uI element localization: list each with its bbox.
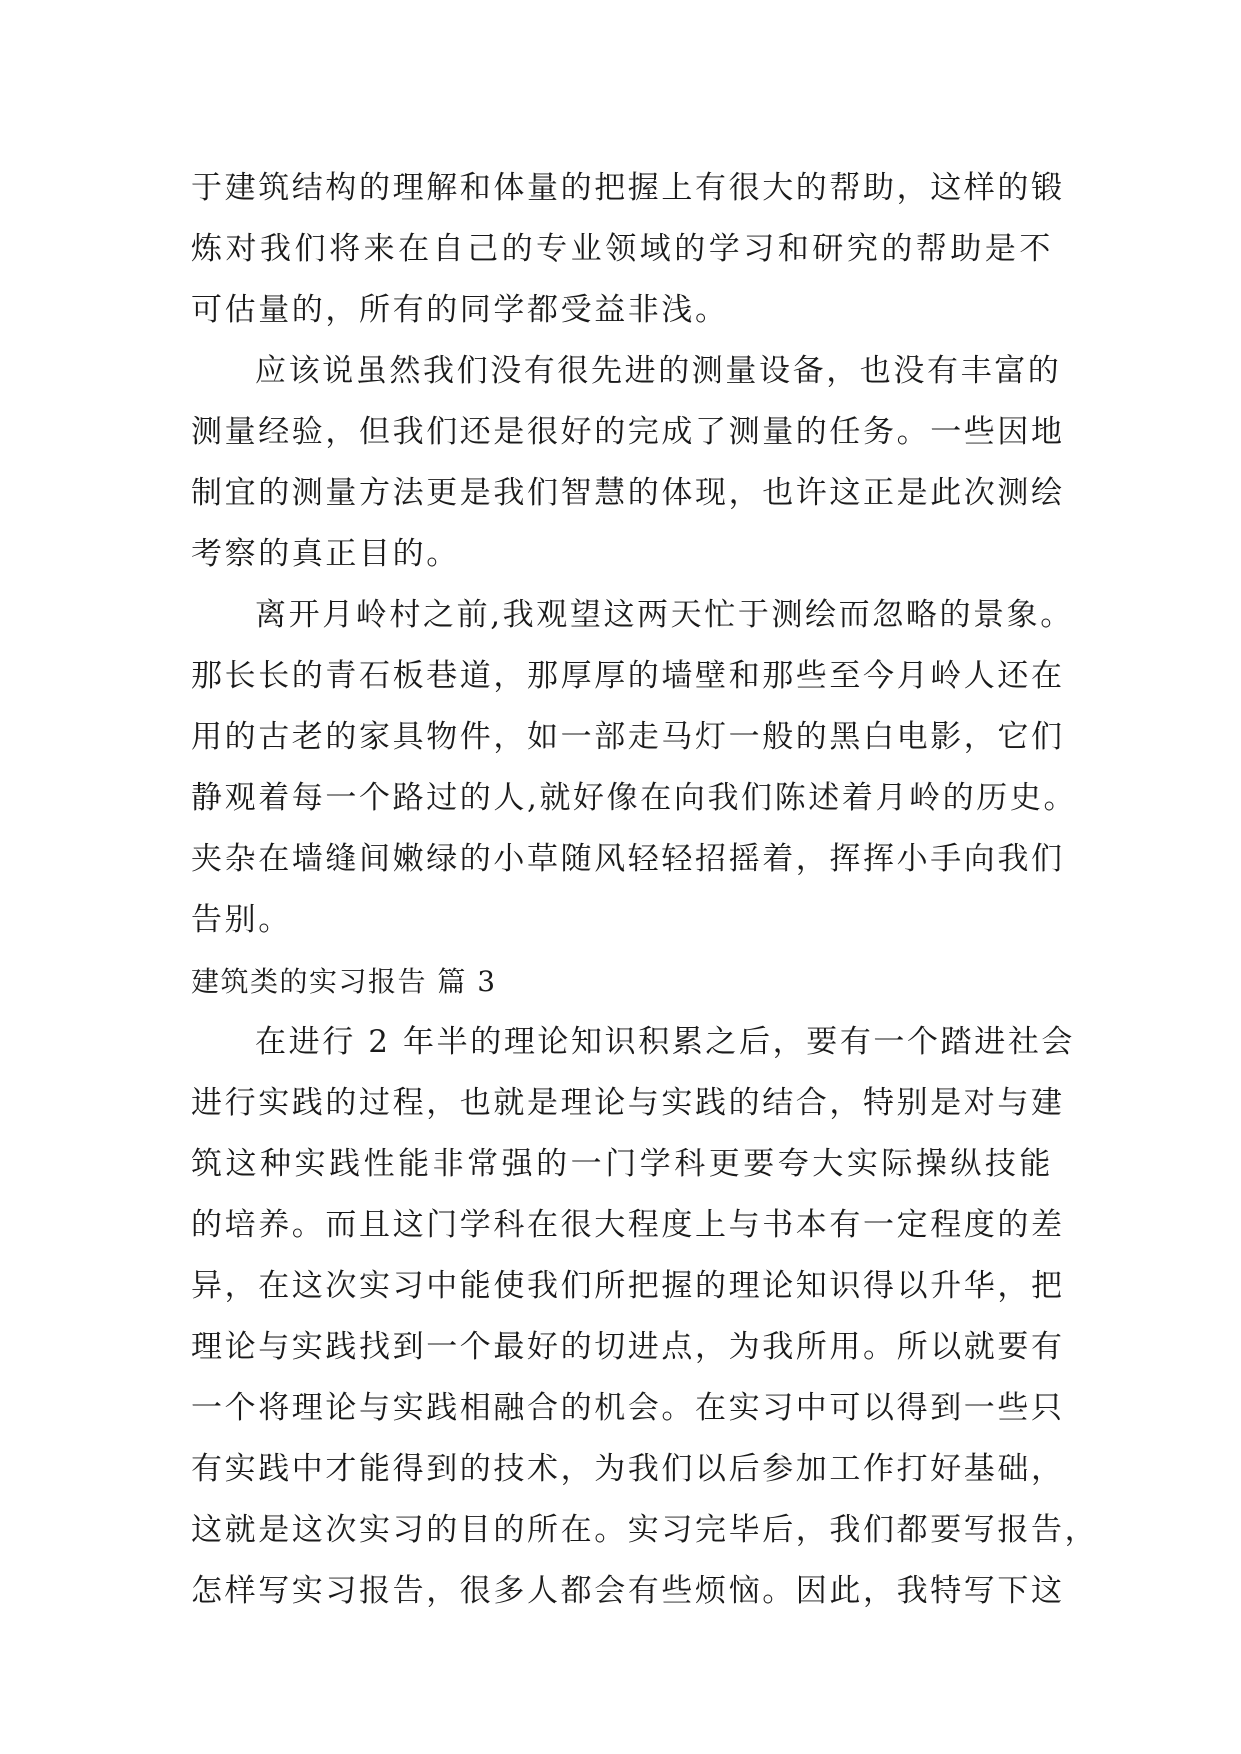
text-line: 在进行 2 年半的理论知识积累之后，要有一个踏进社会	[255, 1024, 1076, 1060]
text-line: 有实践中才能得到的技术，为我们以后参加工作打好基础，	[191, 1451, 1065, 1487]
text-line: 炼对我们将来在自己的专业领域的学习和研究的帮助是不	[191, 231, 1053, 267]
text-line: 这就是这次实习的目的所在。实习完毕后，我们都要写报告，	[191, 1512, 1099, 1548]
text-line: 离开月岭村之前,我观望这两天忙于测绘而忽略的景象。	[255, 597, 1074, 633]
text-line: 夹杂在墙缝间嫩绿的小草随风轻轻招摇着，挥挥小手向我们	[191, 841, 1065, 877]
text-line: 的培养。而且这门学科在很大程度上与书本有一定程度的差	[191, 1207, 1065, 1243]
text-line: 用的古老的家具物件，如一部走马灯一般的黑白电影，它们	[191, 719, 1065, 755]
paragraph-2	[191, 341, 1065, 585]
text-line: 静观着每一个路过的人,就好像在向我们陈述着月岭的历史。	[191, 780, 1078, 816]
text-line: 异，在这次实习中能使我们所把握的理论知识得以升华，把	[191, 1268, 1065, 1304]
document-body	[191, 158, 1099, 1622]
text-line: 一个将理论与实践相融合的机会。在实习中可以得到一些只	[191, 1390, 1065, 1426]
text-line: 应该说虽然我们没有很先进的测量设备，也没有丰富的	[255, 353, 1062, 389]
text-line: 可估量的，所有的同学都受益非浅。	[191, 292, 729, 328]
paragraph-1	[191, 158, 1065, 341]
section-heading: 建筑类的实习报告 篇 3	[191, 965, 497, 998]
text-line: 测量经验，但我们还是很好的完成了测量的任务。一些因地	[191, 414, 1065, 450]
text-line: 告别。	[191, 902, 292, 938]
paragraph-3	[191, 585, 1078, 951]
text-line: 制宜的测量方法更是我们智慧的体现，也许这正是此次测绘	[191, 475, 1065, 511]
text-line: 怎样写实习报告，很多人都会有些烦恼。因此，我特写下这	[191, 1573, 1065, 1609]
text-line: 那长长的青石板巷道，那厚厚的墙壁和那些至今月岭人还在	[191, 658, 1065, 694]
text-line: 理论与实践找到一个最好的切进点，为我所用。所以就要有	[191, 1329, 1065, 1365]
text-line: 进行实践的过程，也就是理论与实践的结合，特别是对与建	[191, 1085, 1065, 1121]
paragraph-4	[191, 1012, 1099, 1622]
text-line: 考察的真正目的。	[191, 536, 460, 572]
text-line: 于建筑结构的理解和体量的把握上有很大的帮助，这样的锻	[191, 170, 1065, 206]
text-line: 筑这种实践性能非常强的一门学科更要夸大实际操纵技能	[191, 1146, 1053, 1182]
